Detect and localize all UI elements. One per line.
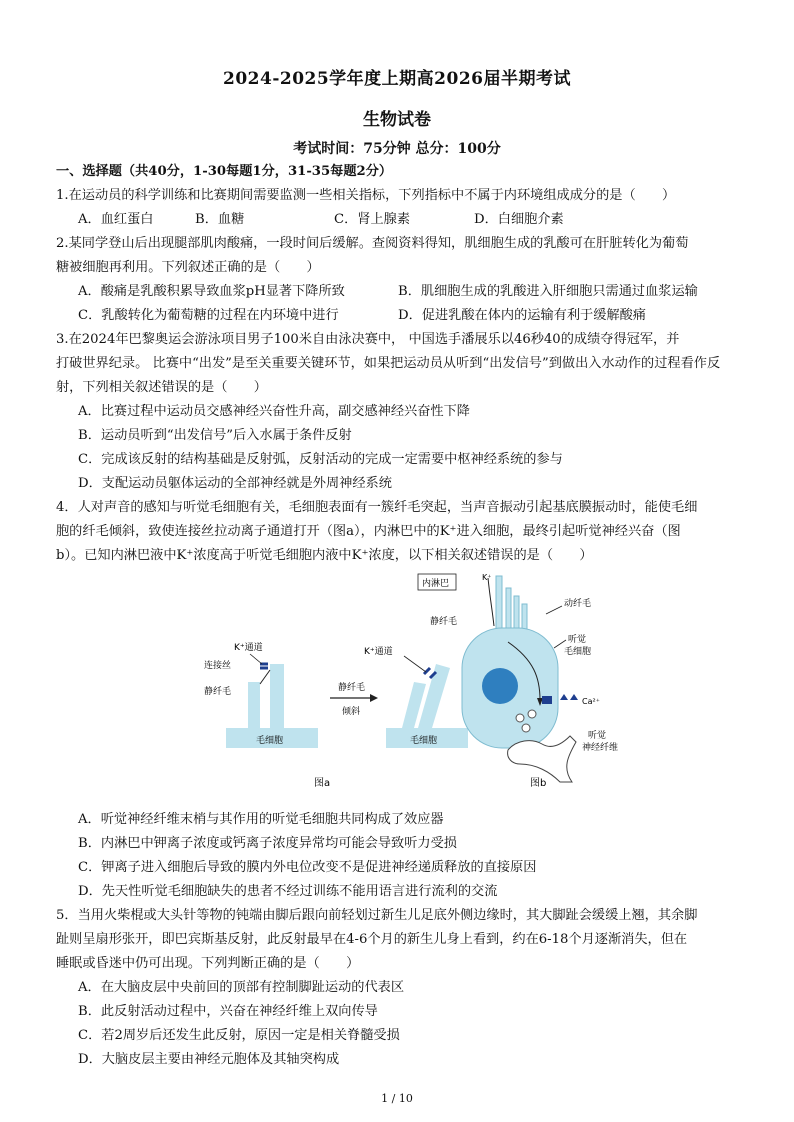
q3-stem-3: 射，下列相关叙述错误的是（ ） xyxy=(56,380,267,395)
figure-b-hair-cell-label-2: 毛细胞 xyxy=(564,647,592,657)
figure-b-ca-channel xyxy=(542,696,552,704)
figure-b-leader-1 xyxy=(546,606,562,614)
q4-option-d: D．先天性听觉毛细胞缺失的患者不经过训练不能用语言进行流利的交流 xyxy=(78,884,498,899)
q3-option-b: B．运动员听到“出发信号”后入水属于条件反射 xyxy=(78,428,352,443)
q5-stem-1: 5．当用火柴棍或大头针等物的钝端由脚后跟向前轻划过新生儿足底外侧边缘时，其大脚趾会缓缓上翘，其余脚 xyxy=(56,908,698,923)
figure-a-leader-2 xyxy=(404,656,426,672)
figure-a-cell-label-2: 毛细胞 xyxy=(410,736,438,746)
figure-a-k-channel-1: K⁺通道 xyxy=(234,643,263,653)
figure-a xyxy=(204,641,468,789)
section-heading: 一、选择题（共40分，1-30每题1分，31-35每题2分） xyxy=(56,164,393,179)
q5-stem-3: 睡眠或昏迷中仍可出现。下列判断正确的是（ ） xyxy=(56,956,360,971)
figure-b-ca-ion-2 xyxy=(570,694,578,700)
q5-stem-2: 趾则呈扇形张开，即巴宾斯基反射，此反射最早在4-6个月的新生儿身上看到，约在6-18个月逐渐消失，但在 xyxy=(56,932,688,947)
q2-option-a: A．酸痛是乳酸积累导致血浆pH显著下降所致 xyxy=(78,284,345,299)
q3-option-c: C．完成该反射的结构基础是反射弧，反射活动的完成一定需要中枢神经系统的参与 xyxy=(78,452,563,467)
q1-option-b: B．血糖 xyxy=(195,212,245,227)
figure-b-endolymph: 内淋巴 xyxy=(422,579,450,589)
q1-option-a: A．血红蛋白 xyxy=(78,212,154,227)
q2-stem-1: 2.某同学登山后出现腿部肌肉酸痛，一段时间后缓解。查阅资料得知，肌细胞生成的乳酸可在肝脏转化为葡萄 xyxy=(56,236,689,251)
q1-option-c: C．肾上腺素 xyxy=(334,212,411,227)
figure-a-k-channel-2: K⁺通道 xyxy=(364,647,393,657)
q3-option-a: A．比赛过程中运动员交感神经兴奋性升高，副交感神经兴奋性下降 xyxy=(78,404,470,419)
figure-b-k-arrow xyxy=(488,578,494,626)
figure-b-ca-ion-1 xyxy=(560,694,568,700)
figure-a-connector-label: 连接丝 xyxy=(204,661,232,671)
figure-a-cilium-tall xyxy=(270,664,284,730)
figure-b-stereocilia-label: 静纤毛 xyxy=(430,617,458,627)
q2-option-b: B．肌细胞生成的乳酸进入肝细胞只需通过血浆运输 xyxy=(398,284,698,299)
q5-option-d: D．大脑皮层主要由神经元胞体及其轴突构成 xyxy=(78,1052,340,1067)
q5-option-b: B．此反射活动过程中，兴奋在神经纤维上双向传导 xyxy=(78,1004,378,1019)
q4-stem-2: 胞的纤毛倾斜，致使连接丝拉动离子通道打开（图a），内淋巴中的K⁺进入细胞，最终引起听觉神经兴奋（图 xyxy=(56,524,681,539)
q1-stem: 1.在运动员的科学训练和比赛期间需要监测一些相关指标，下列指标中不属于内环境组成成分的是（ ） xyxy=(56,188,676,203)
figure-b-vesicle-1 xyxy=(516,714,524,722)
figure-b-vesicle-2 xyxy=(528,710,536,718)
hair-cell-figure xyxy=(190,568,630,800)
page-number: 1 / 10 xyxy=(381,1092,413,1105)
figure-b-nerve-label-2: 神经纤维 xyxy=(582,743,619,753)
q4-stem-1: 4．人对声音的感知与听觉毛细胞有关，毛细胞表面有一簇纤毛突起，当声音振动引起基底膜振动时，能使毛细 xyxy=(56,500,698,515)
figure-a-caption: 图a xyxy=(314,778,331,789)
figure-b-k-label: K⁺ xyxy=(482,573,492,582)
figure-a-cilium-short xyxy=(248,682,260,730)
figure-b-hair-cell-label-1: 听觉 xyxy=(568,635,587,645)
figure-b-kinocilium xyxy=(496,576,502,636)
q4-stem-3: b）。已知内淋巴液中K⁺浓度高于听觉毛细胞内液中K⁺浓度，以下相关叙述错误的是（ ） xyxy=(56,548,593,563)
figure-b-nerve-fiber xyxy=(508,736,576,782)
q2-stem-2: 糖被细胞再利用。下列叙述正确的是（ ） xyxy=(56,260,320,275)
q5-option-a: A．在大脑皮层中央前回的顶部有控制脚趾运动的代表区 xyxy=(78,980,405,995)
figure-b-vesicle-3 xyxy=(522,724,530,732)
q2-option-d: D．促进乳酸在体内的运输有利于缓解酸痛 xyxy=(398,308,646,323)
q1-option-d: D．白细胞介素 xyxy=(474,212,564,227)
q3-option-d: D．支配运动员躯体运动的全部神经就是外周神经系统 xyxy=(78,476,392,491)
figure-b-nerve-label-1: 听觉 xyxy=(588,731,607,741)
q3-stem-2: 打破世界纪录。 比赛中“出发”是至关重要关键环节，如果把运动员从听到“出发信号”到做出入水动作的过程看作反 xyxy=(56,356,721,371)
figure-b-caption: 图b xyxy=(530,778,547,789)
figure-a-channel-closed xyxy=(260,664,268,668)
figure-a-cell-label-1: 毛细胞 xyxy=(256,736,284,746)
figure-a-leader-1 xyxy=(250,654,262,664)
q4-option-b: B．内淋巴中钾离子浓度或钙离子浓度异常均可能会导致听力受损 xyxy=(78,836,457,851)
figure-a-arrow-top: 静纤毛 xyxy=(338,683,366,693)
q4-option-c: C．钾离子进入细胞后导致的膜内外电位改变不是促进神经递质释放的直接原因 xyxy=(78,860,537,875)
figure-a-cilia-label: 静纤毛 xyxy=(204,687,232,697)
subject-title: 生物试卷 xyxy=(363,110,431,130)
figure-a-tip-link xyxy=(260,670,270,684)
figure-a-arrow-head xyxy=(370,694,378,702)
figure-b-kinocilium-label: 动纤毛 xyxy=(564,599,592,609)
exam-title: 2024-2025学年度上期高2026届半期考试 xyxy=(223,69,571,89)
q2-option-c: C．乳酸转化为葡萄糖的过程在内环境中进行 xyxy=(78,308,339,323)
q3-stem-1: 3.在2024年巴黎奥运会游泳项目男子100米自由泳决赛中， 中国选手潘展乐以46秒40的成绩夺得冠军，并 xyxy=(56,332,680,347)
figure-b xyxy=(418,573,618,789)
q4-option-a: A．听觉神经纤维末梢与其作用的听觉毛细胞共同构成了效应器 xyxy=(78,812,444,827)
figure-b-nucleus xyxy=(482,668,518,704)
q5-option-c: C．若2周岁后还发生此反射，原因一定是相关脊髓受损 xyxy=(78,1028,400,1043)
exam-info: 考试时间：75分钟 总分：100分 xyxy=(293,141,501,157)
figure-a-arrow-bottom: 倾斜 xyxy=(342,707,361,717)
figure-b-ca-label: Ca²⁺ xyxy=(582,697,600,706)
